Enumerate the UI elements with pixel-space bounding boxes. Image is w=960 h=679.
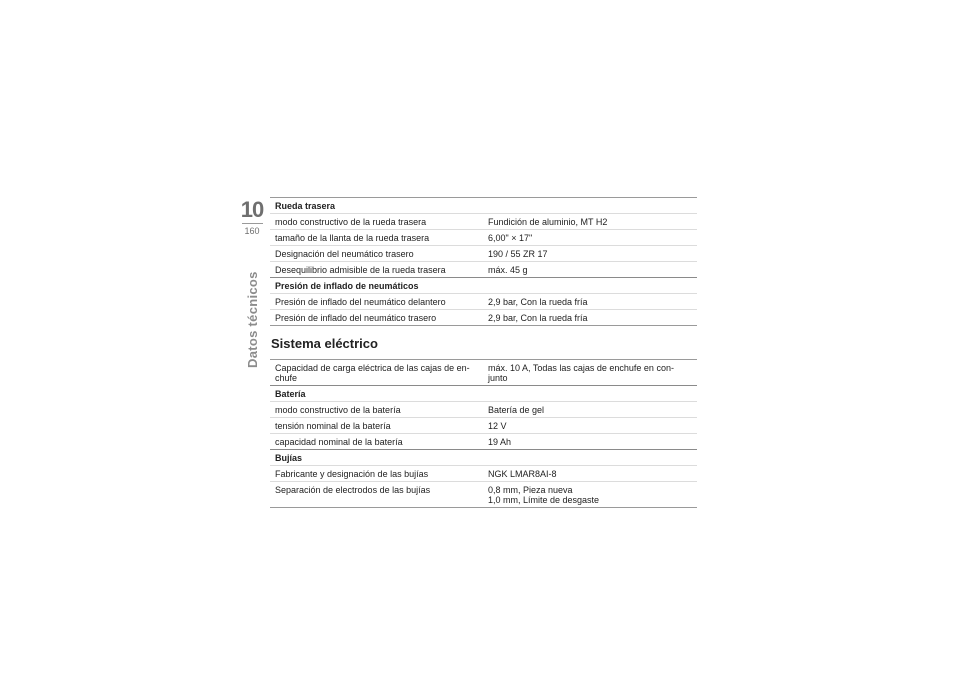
chapter-number: 10 <box>240 197 264 222</box>
rear-wheel-table <box>270 197 697 326</box>
spec-value: Fundición de aluminio, MT H2 <box>488 217 608 227</box>
table-row <box>270 401 697 417</box>
spec-label: modo constructivo de la batería <box>275 405 401 415</box>
tire-pressure-heading: Presión de inflado de neumáticos <box>270 277 697 293</box>
spec-value: 19 Ah <box>488 437 512 447</box>
spec-label: tamaño de la llanta de la rueda trasera <box>275 233 430 243</box>
spec-value: 12 V <box>488 421 507 431</box>
rear-wheel-heading: Rueda trasera <box>275 201 336 211</box>
spark-plugs-heading: Bujías <box>270 449 697 465</box>
spec-label: Desequilibrio admisible de la rueda trasera <box>275 265 446 275</box>
spec-label: Fabricante y designación de las bujías <box>275 469 429 479</box>
table-row <box>270 261 697 277</box>
spec-label: Designación del neumático trasero <box>275 249 414 259</box>
spec-label: Presión de inflado del neumático delantero <box>275 297 446 307</box>
spec-label: modo constructivo de la rueda trasera <box>275 217 427 227</box>
electrical-table <box>270 359 697 508</box>
table-row <box>270 360 697 385</box>
spec-value: Batería de gel <box>488 405 545 415</box>
table-row <box>270 309 697 325</box>
table-row <box>270 465 697 481</box>
table-row <box>270 293 697 309</box>
table-row <box>270 213 697 229</box>
spec-value: 6,00" × 17" <box>488 233 533 243</box>
chapter-divider <box>242 223 263 224</box>
spec-value: 2,9 bar, Con la rueda fría <box>488 313 588 323</box>
section-title: Sistema eléctrico <box>271 336 378 351</box>
spec-value: NGK LMAR8AI-8 <box>488 469 557 479</box>
page-number: 160 <box>244 226 260 236</box>
spec-value: 2,9 bar, Con la rueda fría <box>488 297 588 307</box>
spec-value: máx. 10 A, Todas las cajas de enchufe en con-junto <box>488 363 674 383</box>
spec-label: Separación de electrodos de las bujías <box>275 485 431 495</box>
table-row <box>270 417 697 433</box>
spec-value: máx. 45 g <box>488 265 528 275</box>
spec-label: tensión nominal de la batería <box>275 421 391 431</box>
spec-label: Capacidad de carga eléctrica de las cajas de en-chufe <box>275 363 470 383</box>
spec-value-line: 0,8 mm, Pieza nueva <box>488 485 573 495</box>
table-row <box>270 481 697 507</box>
spec-content <box>270 197 697 508</box>
spec-value-line: 1,0 mm, Límite de desgaste <box>488 495 600 505</box>
battery-heading: Batería <box>270 385 697 401</box>
spec-label: capacidad nominal de la batería <box>275 437 403 447</box>
spec-value <box>483 482 697 507</box>
table-row <box>270 245 697 261</box>
chapter-title-vertical: Datos técnicos <box>245 271 260 368</box>
table-row <box>270 229 697 245</box>
spec-value: 190 / 55 ZR 17 <box>488 249 548 259</box>
spec-label: Presión de inflado del neumático trasero <box>275 313 437 323</box>
table-row <box>270 433 697 449</box>
